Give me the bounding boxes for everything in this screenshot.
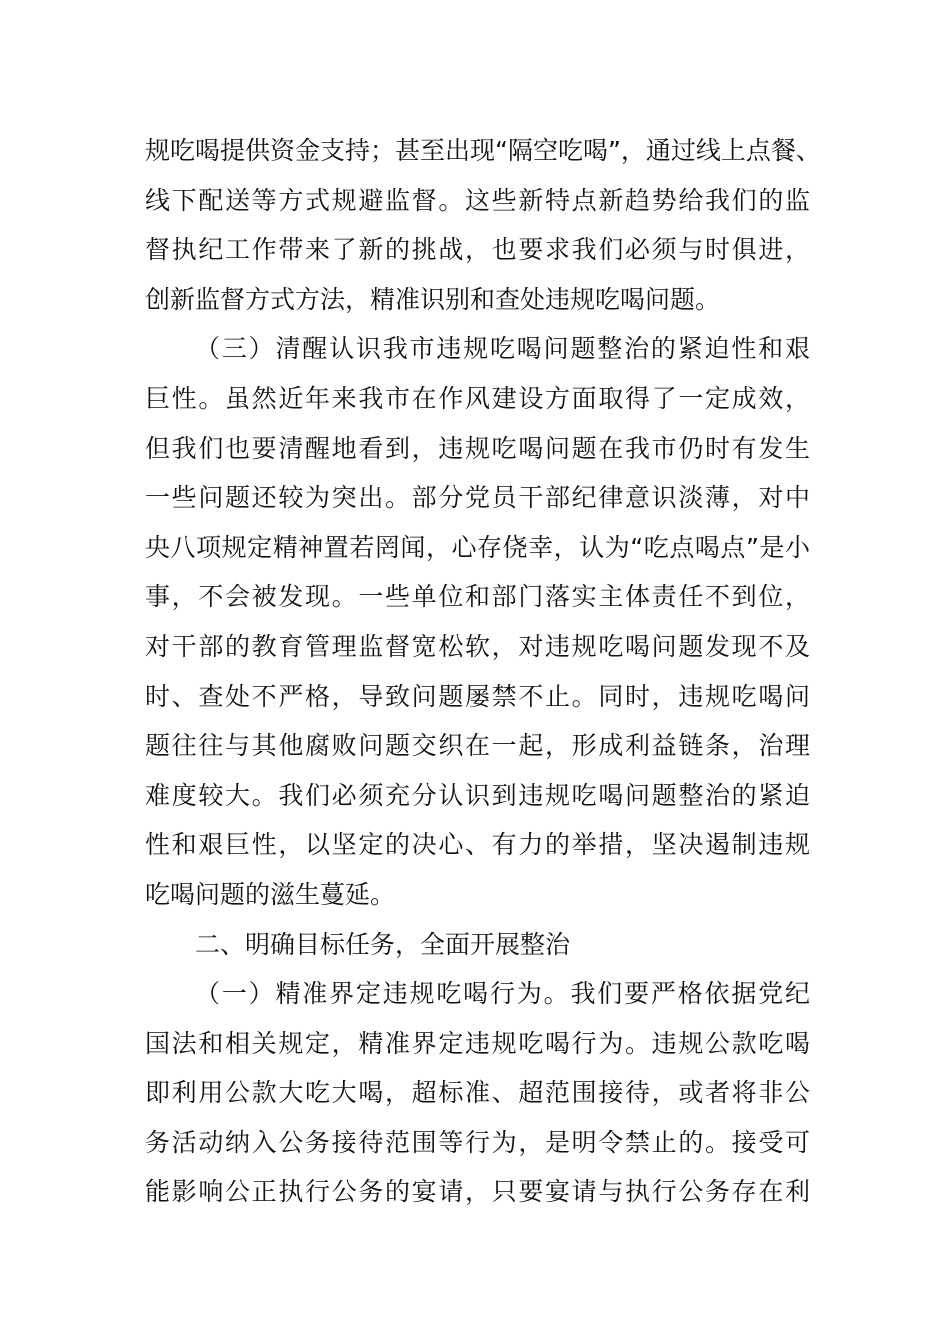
text-line: 线下配送等方式规避监督。这些新特点新趋势给我们的监	[145, 185, 810, 215]
text-line: 题往往与其他腐败问题交织在一起，形成利益链条，治理	[145, 731, 810, 761]
text-line: 一些问题还较为突出。部分党员干部纪律意识淡薄，对中	[145, 483, 810, 513]
section-heading: 二、明确目标任务，全面开展整治	[195, 929, 571, 959]
paragraph-heading-line: （一）精准界定违规吃喝行为。我们要严格依据党纪	[195, 979, 810, 1009]
paragraph-end-line: 吃喝问题的滋生蔓延。	[145, 879, 396, 909]
body-text	[145, 126, 821, 1217]
text-line: 事，不会被发现。一些单位和部门落实主体责任不到位，	[145, 582, 810, 612]
text-line: 性和艰巨性，以坚定的决心、有力的举措，坚决遏制违规	[145, 830, 810, 860]
text-line: 能影响公正执行公务的宴请，只要宴请与执行公务存在利	[145, 1177, 810, 1207]
text-line: 督执纪工作带来了新的挑战，也要求我们必须与时俱进，	[145, 235, 810, 265]
text-line: 难度较大。我们必须充分认识到违规吃喝问题整治的紧迫	[145, 780, 810, 810]
text-line: 务活动纳入公务接待范围等行为，是明令禁止的。接受可	[145, 1127, 810, 1157]
paragraph-end-line: 创新监督方式方法，精准识别和查处违规吃喝问题。	[145, 284, 721, 314]
text-line: 即利用公款大吃大喝，超标准、超范围接待，或者将非公	[145, 1078, 810, 1108]
text-line: 央八项规定精神置若罔闻，心存侥幸，认为“吃点喝点”是小	[145, 532, 810, 562]
paragraph-heading-line: （三）清醒认识我市违规吃喝问题整治的紧迫性和艰	[195, 334, 810, 364]
text-line: 规吃喝提供资金支持；甚至出现“隔空吃喝”，通过线上点餐、	[145, 136, 821, 165]
text-line: 时、查处不严格，导致问题屡禁不止。同时，违规吃喝问	[145, 681, 810, 711]
text-line: 但我们也要清醒地看到，违规吃喝问题在我市仍时有发生	[145, 433, 810, 463]
text-line: 巨性。虽然近年来我市在作风建设方面取得了一定成效，	[145, 383, 810, 413]
text-line: 国法和相关规定，精准界定违规吃喝行为。违规公款吃喝	[145, 1028, 810, 1058]
text-line: 对干部的教育管理监督宽松软，对违规吃喝问题发现不及	[145, 631, 810, 661]
